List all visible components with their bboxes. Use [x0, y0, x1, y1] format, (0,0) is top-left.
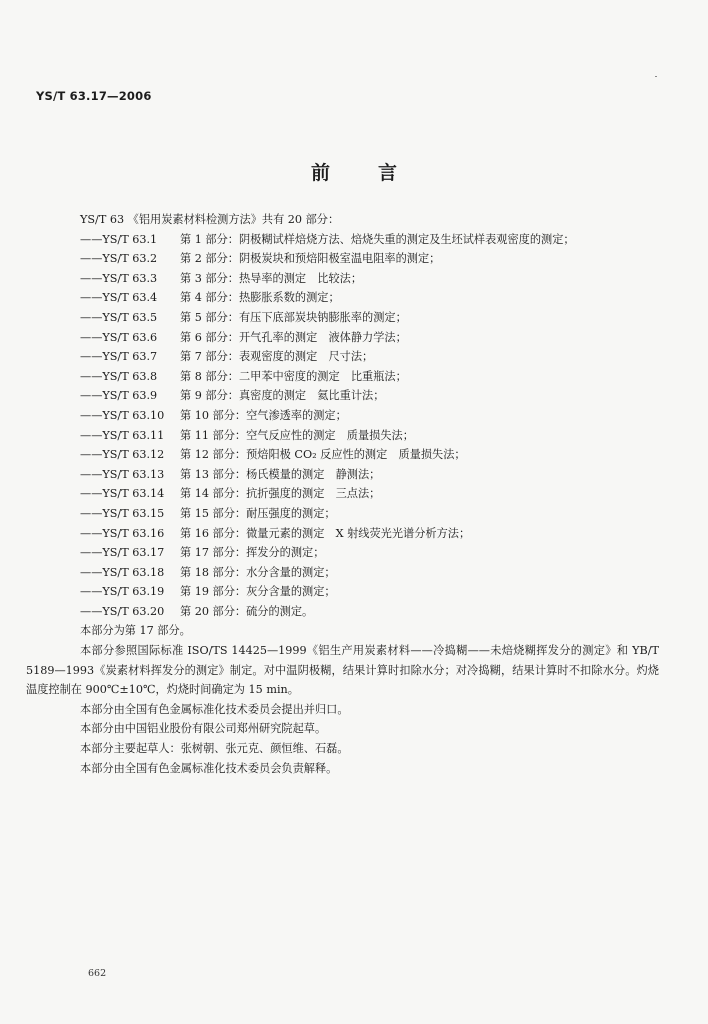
part-list-item: [62, 308, 662, 328]
part-list-item: [62, 504, 662, 524]
paragraph-drafters: 本部分主要起草人：张树朝、张元克、颜恒维、石磊。: [80, 742, 349, 756]
part-list-item: [62, 347, 662, 367]
part-description: 第 8 部分：二甲苯中密度的测定 比重瓶法；: [180, 369, 407, 383]
part-description: 第 16 部分：微量元素的测定 X 射线荧光光谱分析方法；: [180, 526, 471, 540]
part-code: ——YS/T 63.19: [80, 585, 165, 599]
part-description: 第 9 部分：真密度的测定 氦比重计法；: [180, 389, 385, 403]
part-code: ——YS/T 63.1: [80, 232, 158, 246]
part-list-item: [62, 367, 662, 387]
part-code: ——YS/T 63.5: [80, 310, 158, 324]
part-code: ——YS/T 63.10: [80, 408, 165, 422]
paragraph-interpreted-by: 本部分由全国有色金属标准化技术委员会负责解释。: [80, 761, 338, 775]
part-list-item: [62, 426, 662, 446]
part-list-item: [62, 386, 662, 406]
part-list-item: [62, 563, 662, 583]
part-code: ——YS/T 63.3: [80, 271, 158, 285]
part-description: 第 19 部分：灰分含量的测定；: [180, 585, 336, 599]
part-list-item: [62, 288, 662, 308]
part-code: ——YS/T 63.11: [80, 428, 165, 442]
part-description: 第 7 部分：表观密度的测定 尺寸法；: [180, 350, 374, 364]
intro-line: YS/T 63 《铝用炭素材料检测方法》共有 20 部分：: [80, 213, 340, 226]
part-list-item: [62, 230, 662, 250]
paragraph-this-part: 本部分为第 17 部分。: [80, 624, 191, 638]
part-list-item: [62, 406, 662, 426]
part-code: ——YS/T 63.17: [80, 546, 165, 560]
part-description: 第 6 部分：开气孔率的测定 液体静力学法；: [180, 330, 407, 344]
part-code: ——YS/T 63.9: [80, 389, 158, 403]
part-code: ——YS/T 63.15: [80, 506, 165, 520]
part-list-item: [62, 524, 662, 544]
part-description: 第 10 部分：空气渗透率的测定；: [180, 408, 347, 422]
part-list-item: [62, 602, 662, 622]
paragraph-drafted-by: 本部分由中国铝业股份有限公司郑州研究院起草。: [80, 722, 327, 736]
part-description: 第 3 部分：热导率的测定 比较法；: [180, 271, 363, 285]
part-code: ——YS/T 63.20: [80, 604, 165, 618]
part-code: ——YS/T 63.2: [80, 252, 158, 266]
part-code: ——YS/T 63.14: [80, 487, 165, 501]
part-description: 第 20 部分：硫分的测定。: [180, 604, 314, 618]
page-title: 前言: [310, 162, 445, 184]
parts-list: [62, 230, 662, 622]
part-description: 第 4 部分：热膨胀系数的测定；: [180, 291, 340, 305]
scan-speck: [655, 76, 657, 77]
paragraph-proposed-by: 本部分由全国有色金属标准化技术委员会提出并归口。: [80, 702, 349, 716]
part-code: ——YS/T 63.18: [80, 565, 165, 579]
part-code: ——YS/T 63.4: [80, 291, 158, 305]
part-list-item: [62, 465, 662, 485]
part-list-item: [62, 328, 662, 348]
part-description: 第 2 部分：阴极炭块和预焙阳极室温电阻率的测定；: [180, 252, 441, 266]
part-description: 第 13 部分：杨氏模量的测定 静测法；: [180, 467, 381, 481]
part-list-item: [62, 249, 662, 269]
part-code: ——YS/T 63.12: [80, 448, 165, 462]
part-code: ——YS/T 63.6: [80, 330, 158, 344]
part-description: 第 17 部分：挥发分的测定；: [180, 546, 325, 560]
part-description: 第 11 部分：空气反应性的测定 质量损失法；: [180, 428, 414, 442]
part-code: ——YS/T 63.13: [80, 467, 165, 481]
part-description: 第 18 部分：水分含量的测定；: [180, 565, 336, 579]
part-description: 第 14 部分：抗折强度的测定 三点法；: [180, 487, 381, 501]
part-code: ——YS/T 63.8: [80, 369, 158, 383]
part-list-item: [62, 582, 662, 602]
part-list-item: [62, 269, 662, 289]
part-code: ——YS/T 63.16: [80, 526, 165, 540]
part-list-item: [62, 543, 662, 563]
part-list-item: [62, 484, 662, 504]
part-description: 第 15 部分：耐压强度的测定；: [180, 506, 336, 520]
document-body: [26, 210, 662, 778]
standard-code-header: YS/T 63.17—2006: [36, 89, 152, 103]
page-number: 662: [88, 968, 107, 979]
part-description: 第 1 部分：阴极糊试样焙烧方法、焙烧失重的测定及生坯试样表观密度的测定；: [180, 232, 575, 246]
part-code: ——YS/T 63.7: [80, 350, 158, 364]
part-list-item: [62, 445, 662, 465]
paragraph-reference: 本部分参照国际标准 ISO/TS 14425—1999《铝生产用炭素材料——冷捣糊——未焙烧糊挥发分的测定》和 YB/T 5189—1993《炭素材料挥发分的测定》制定。对中温阴极糊，结果计算时扣除水分；对冷捣糊，结果计算时不扣除水分。灼烧温度控制在 900℃±10℃，灼烧时间确定为 15 min。: [26, 644, 659, 697]
part-description: 第 5 部分：有压下底部炭块钠膨胀率的测定；: [180, 310, 407, 324]
part-description: 第 12 部分：预焙阳极 CO₂ 反应性的测定 质量损失法；: [180, 448, 466, 462]
